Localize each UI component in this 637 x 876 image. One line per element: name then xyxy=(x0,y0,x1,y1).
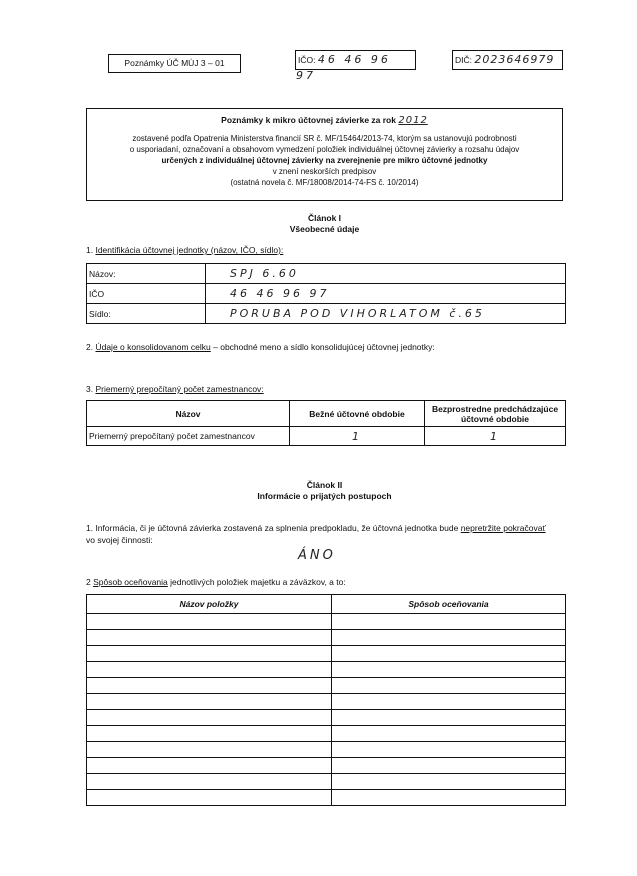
table-row xyxy=(87,774,566,790)
valuation-table xyxy=(86,594,566,806)
section-text: – obchodné meno a sídlo konsolidujúcej účtovnej jednotky: xyxy=(210,342,435,352)
item-name-cell xyxy=(87,742,332,758)
article2-heading xyxy=(86,480,563,502)
item-name-cell xyxy=(87,710,332,726)
section2-label xyxy=(86,342,435,352)
section-title: Priemerný prepočítaný počet zamestnancov: xyxy=(95,384,264,394)
valuation-method-cell xyxy=(332,774,566,790)
table-row xyxy=(87,790,566,806)
valuation-method-cell xyxy=(332,662,566,678)
item-name-cell xyxy=(87,630,332,646)
item-name-cell xyxy=(87,694,332,710)
section1-label xyxy=(86,245,283,255)
desc-line: určených z individuálnej účtovnej závierky na zverejnenie pre mikro účtovné jednotky xyxy=(161,156,488,165)
current-period-value: 1 xyxy=(290,427,425,446)
table-row xyxy=(87,742,566,758)
table-row xyxy=(87,304,566,324)
article2-subtitle: Informácie o prijatých postupoch xyxy=(257,491,392,501)
section-title: Identifikácia účtovnej jednotky (názov, IČO, sídlo): xyxy=(95,245,284,255)
valuation-method-cell xyxy=(332,678,566,694)
column-header: Názov položky xyxy=(87,595,332,614)
table-row xyxy=(87,284,566,304)
question-text2: vo svojej činnosti: xyxy=(86,535,153,545)
row-value: SPJ 6.60 xyxy=(206,264,566,284)
section-number: 1. xyxy=(86,245,94,255)
desc-line: o usporiadaní, označovaní a obsahovom vymedzení položiek individuálnej účtovnej závierky a rozsahu údajov xyxy=(129,145,520,154)
table-row xyxy=(87,710,566,726)
valuation-method-cell xyxy=(332,630,566,646)
row-label: Sídlo: xyxy=(87,304,206,324)
year: 2012 xyxy=(398,115,428,126)
table-row xyxy=(87,694,566,710)
section-number: 3. xyxy=(86,384,94,394)
valuation-method-cell xyxy=(332,726,566,742)
valuation-method-cell xyxy=(332,614,566,630)
item-name-cell xyxy=(87,726,332,742)
article1-heading xyxy=(86,213,563,235)
title-description xyxy=(87,133,562,188)
table-row xyxy=(87,264,566,284)
table-row xyxy=(87,662,566,678)
table-header xyxy=(87,401,566,427)
identification-table xyxy=(86,263,566,324)
dic-value: 2023646979 xyxy=(474,53,555,66)
section3-label xyxy=(86,384,264,394)
section-title: Údaje o konsolidovanom celku xyxy=(95,342,211,352)
valuation-method-cell xyxy=(332,742,566,758)
section-title: Spôsob oceňovania xyxy=(93,577,168,587)
table-row xyxy=(87,726,566,742)
item-name-cell xyxy=(87,758,332,774)
question-underlined: nepretržite pokračovať xyxy=(460,523,546,533)
item-name-cell xyxy=(87,790,332,806)
column-header: Bežné účtovné obdobie xyxy=(290,401,425,427)
item-name-cell xyxy=(87,614,332,630)
title-box xyxy=(86,108,563,201)
ico-box xyxy=(295,50,416,82)
column-header: Spôsob oceňovania xyxy=(332,595,566,614)
going-concern-answer: ÁNO xyxy=(298,548,336,563)
previous-period-value: 1 xyxy=(425,427,566,446)
ico-value: 46 46 96 97 xyxy=(296,53,391,82)
desc-line: zostavené podľa Opatrenia Ministerstva financií SR č. MF/15464/2013-74, ktorým sa ustanovujú podrobnosti xyxy=(132,134,517,143)
form-label-box xyxy=(108,54,241,73)
table-row xyxy=(87,427,566,446)
article1-subtitle: Všeobecné údaje xyxy=(289,224,360,234)
section-number: 2 xyxy=(86,577,94,587)
column-header: Bezprostredne predchádzajúce účtovné obdobie xyxy=(425,401,566,427)
table-header xyxy=(87,595,566,614)
valuation-method-cell xyxy=(332,710,566,726)
dic-box xyxy=(452,50,563,70)
desc-line: (ostatná novela č. MF/18008/2014-74-FS č. 10/2014) xyxy=(230,178,419,187)
section-text: jednotlivých položiek majetku a záväzkov, a to: xyxy=(167,577,346,587)
section-number: 2. xyxy=(86,342,94,352)
table-row xyxy=(87,758,566,774)
form-label: Poznámky ÚČ MÚJ 3 – 01 xyxy=(124,58,225,68)
item-name-cell xyxy=(87,678,332,694)
table-row xyxy=(87,614,566,630)
valuation-method-cell xyxy=(332,758,566,774)
table-row xyxy=(87,646,566,662)
row-value: 46 46 96 97 xyxy=(206,284,566,304)
article2-title: Článok II xyxy=(306,480,343,490)
desc-line: v znení neskorších predpisov xyxy=(272,167,377,176)
row-value: PORUBA POD VIHORLATOM č.65 xyxy=(206,304,566,324)
valuation-method-cell xyxy=(332,790,566,806)
row-label: Názov: xyxy=(87,264,206,284)
employees-table xyxy=(86,400,566,446)
valuation-label xyxy=(86,577,346,587)
valuation-method-cell xyxy=(332,694,566,710)
table-row xyxy=(87,630,566,646)
article1-title: Článok I xyxy=(307,213,342,223)
dic-label: DIČ: xyxy=(455,55,472,65)
column-header: Názov xyxy=(87,401,290,427)
item-name-cell xyxy=(87,646,332,662)
ico-label: IČO: xyxy=(298,55,316,65)
valuation-method-cell xyxy=(332,646,566,662)
title-text: Poznámky k mikro účtovnej závierke za rok xyxy=(221,115,396,125)
item-name-cell xyxy=(87,774,332,790)
table-row xyxy=(87,678,566,694)
item-name-cell xyxy=(87,662,332,678)
question-text: 1. Informácia, či je účtovná závierka zostavená za splnenia predpokladu, že účtovná jednotka bude xyxy=(86,523,461,533)
going-concern-question xyxy=(86,522,566,546)
row-label: IČO xyxy=(87,284,206,304)
row-label: Priemerný prepočítaný počet zamestnancov xyxy=(87,427,290,446)
title xyxy=(87,115,562,126)
